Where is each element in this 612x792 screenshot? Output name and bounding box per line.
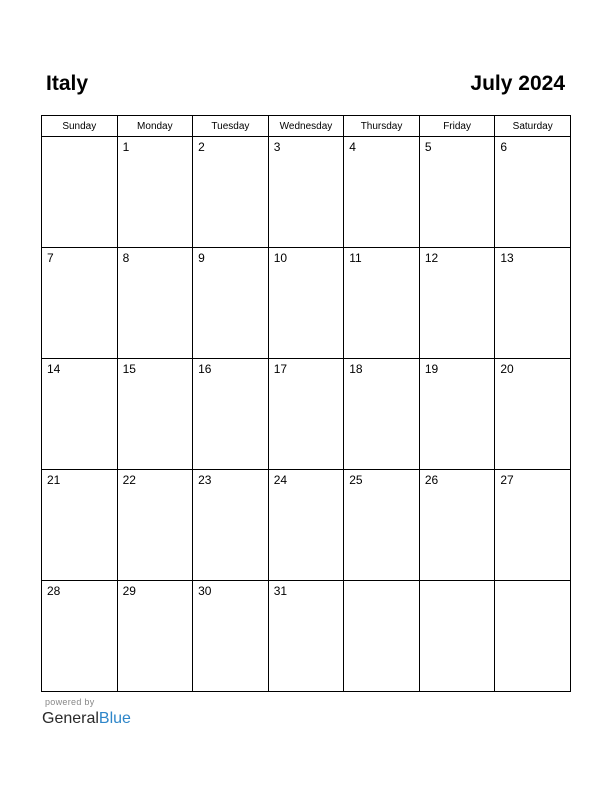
day-number: 30 <box>198 584 212 598</box>
day-cell <box>42 137 118 248</box>
day-cell <box>268 470 344 581</box>
day-number: 20 <box>500 362 514 376</box>
weekday-thursday: Thursday <box>344 116 420 137</box>
week-row <box>42 470 571 581</box>
day-cell <box>344 470 420 581</box>
month-year-title: July 2024 <box>470 72 565 95</box>
day-number: 17 <box>273 362 288 376</box>
day-number: 7 <box>47 251 54 265</box>
day-cell <box>419 137 495 248</box>
day-cell <box>193 581 269 692</box>
weekday-tuesday: Tuesday <box>193 116 269 137</box>
day-number <box>42 137 117 140</box>
week-row <box>42 137 571 248</box>
week-row <box>42 248 571 359</box>
day-cell <box>419 359 495 470</box>
generalblue-logo[interactable] <box>42 709 131 729</box>
day-cell <box>344 248 420 359</box>
day-cell <box>193 359 269 470</box>
day-cell <box>268 359 344 470</box>
day-number: 23 <box>198 473 212 487</box>
day-number: 27 <box>500 473 514 487</box>
day-number: 19 <box>424 362 439 376</box>
day-cell <box>419 581 495 692</box>
weekday-sunday: Sunday <box>42 116 118 137</box>
day-number: 12 <box>424 251 439 265</box>
powered-by-label: powered by <box>45 697 95 707</box>
day-cell <box>268 581 344 692</box>
day-number: 4 <box>349 140 356 154</box>
day-cell <box>193 137 269 248</box>
day-number: 29 <box>122 584 136 598</box>
day-cell <box>42 581 118 692</box>
brand-text-blue: Blue <box>98 710 131 727</box>
day-number: 15 <box>122 362 136 376</box>
day-number: 10 <box>273 251 288 265</box>
brand-text-general: General <box>42 710 99 727</box>
day-cell <box>344 359 420 470</box>
day-cell <box>495 581 571 692</box>
weekday-saturday: Saturday <box>495 116 571 137</box>
day-number <box>495 581 570 584</box>
day-cell <box>42 248 118 359</box>
footer-branding <box>42 697 131 729</box>
weekday-monday: Monday <box>117 116 193 137</box>
day-cell <box>117 581 193 692</box>
country-title: Italy <box>46 72 89 95</box>
day-number <box>420 581 495 584</box>
day-number: 2 <box>198 140 205 154</box>
day-cell <box>495 248 571 359</box>
day-number: 9 <box>198 251 205 265</box>
day-number: 11 <box>349 251 362 265</box>
day-number <box>344 581 419 584</box>
day-cell <box>42 470 118 581</box>
day-number: 31 <box>273 584 288 598</box>
week-row <box>42 581 571 692</box>
day-cell <box>117 137 193 248</box>
day-number: 24 <box>273 473 288 487</box>
day-cell <box>344 581 420 692</box>
day-number: 18 <box>349 362 363 376</box>
day-cell <box>344 137 420 248</box>
day-number: 16 <box>198 362 212 376</box>
calendar-grid <box>41 115 571 692</box>
day-cell <box>117 248 193 359</box>
day-cell <box>495 470 571 581</box>
weekday-wednesday: Wednesday <box>268 116 344 137</box>
day-cell <box>419 248 495 359</box>
day-cell <box>117 470 193 581</box>
day-cell <box>268 137 344 248</box>
day-number: 21 <box>47 473 61 487</box>
day-number: 22 <box>122 473 136 487</box>
day-cell <box>42 359 118 470</box>
day-cell <box>193 248 269 359</box>
day-number: 6 <box>500 140 508 154</box>
week-row <box>42 359 571 470</box>
day-cell <box>268 248 344 359</box>
day-number: 28 <box>47 584 61 598</box>
weekday-friday: Friday <box>419 116 495 137</box>
day-number: 26 <box>424 473 439 487</box>
day-number: 5 <box>424 140 432 154</box>
day-number: 1 <box>122 140 130 154</box>
day-cell <box>495 137 571 248</box>
day-number: 13 <box>500 251 514 265</box>
weekday-header-row <box>42 116 571 137</box>
day-number: 14 <box>47 362 61 376</box>
day-cell <box>495 359 571 470</box>
day-cell <box>117 359 193 470</box>
day-number: 25 <box>349 473 363 487</box>
day-cell <box>419 470 495 581</box>
day-number: 8 <box>122 251 130 265</box>
day-cell <box>193 470 269 581</box>
day-number: 3 <box>273 140 281 154</box>
